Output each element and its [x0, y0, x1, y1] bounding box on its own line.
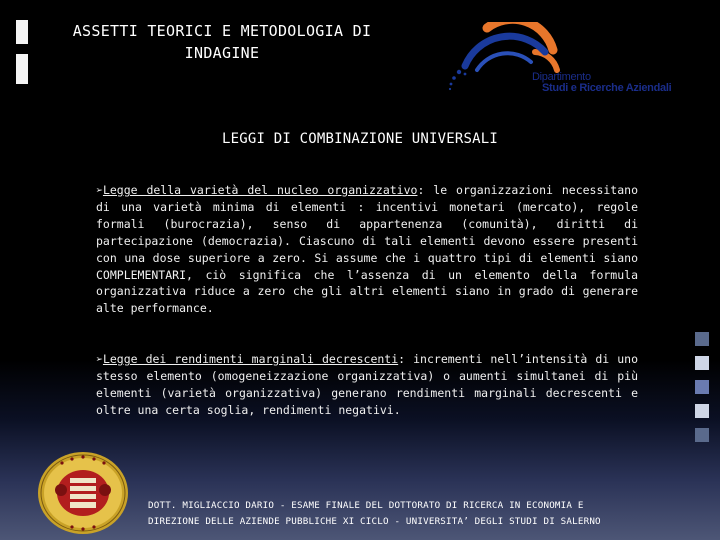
- side-square: [695, 380, 709, 394]
- bullet-arrow-icon: ➢: [96, 352, 103, 366]
- law-title: Legge della varietà del nucleo organizzativo: [102, 183, 418, 197]
- department-logo-text: [532, 72, 671, 94]
- law-body: : incrementi nell’intensità di uno stesso elemento (omogeneizzazione organizzativa) o aumenti simultanei di più elementi (varietà organizzativa) generano rendimenti marginali decrescenti e oltre una certa soglia, rendimenti negativi.: [96, 352, 639, 417]
- law-body: : le organizzazioni necessitano di una varietà minima di elementi : incentivi monetari (mercato), regole formali (burocrazia), senso di appartenenza (comunità), diritti di partecipazione (democrazia). Ciascuno di tali elementi devono essere presenti con una dose superiore a zero. Si assume che i quattro tipi di elementi siano COMPLEMENTARI, ciò significa che l’assenza di un elemento della formula organizzativa riduce a zero che gli altri elementi siano in grado di generare alte performance.: [96, 183, 639, 316]
- side-square: [695, 356, 709, 370]
- side-square: [695, 332, 709, 346]
- law-paragraph-variety: [96, 182, 638, 317]
- department-logo-line1: Dipartimento: [532, 71, 591, 83]
- slide-subtitle: LEGGI DI COMBINAZIONE UNIVERSALI: [221, 131, 499, 147]
- department-logo-line2: Studi e Ricerche Aziendali: [542, 82, 672, 94]
- decorative-bar-bottom: [16, 54, 28, 84]
- law-title: Legge dei rendimenti marginali decrescenti: [102, 352, 399, 366]
- decorative-side-squares: [693, 332, 711, 452]
- footer-line-1: DOTT. MIGLIACCIO DARIO - ESAME FINALE DEL DOTTORATO DI RICERCA IN ECONOMIA E: [148, 500, 584, 511]
- slide-title: ASSETTI TEORICI E METODOLOGIA DI INDAGINE: [72, 22, 372, 62]
- bullet-arrow-icon: ➢: [96, 183, 103, 197]
- law-paragraph-diminishing-returns: [96, 351, 638, 419]
- footer-line-2: DIREZIONE DELLE AZIENDE PUBBLICHE XI CICLO - UNIVERSITA’ DEGLI STUDI DI SALERNO: [148, 516, 601, 527]
- footer-credits: [148, 498, 688, 530]
- decorative-bar-top: [16, 20, 28, 44]
- side-square: [695, 428, 709, 442]
- side-square: [695, 404, 709, 418]
- university-seal-icon: [36, 450, 130, 536]
